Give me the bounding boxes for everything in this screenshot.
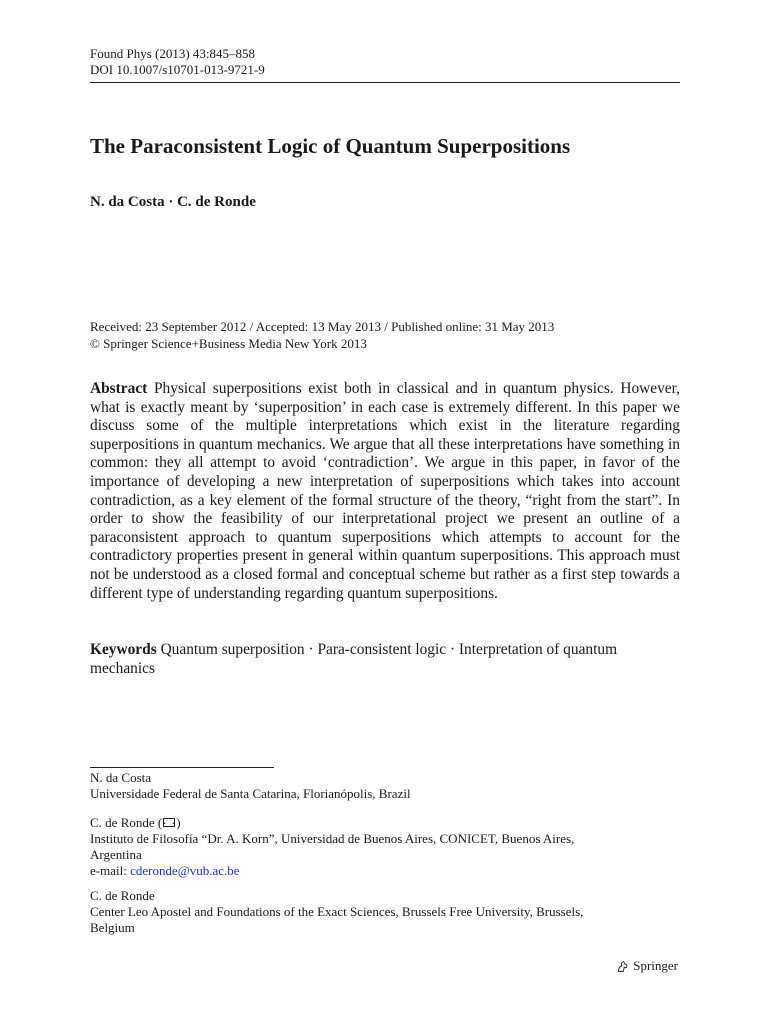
email-row <box>90 863 574 879</box>
publication-dates <box>90 318 554 352</box>
affiliation-name: C. de Ronde <box>90 815 155 830</box>
keywords-label: Keywords <box>90 641 157 658</box>
affiliation-line: Belgium <box>90 920 135 935</box>
affiliation-name-row: C. de Ronde ( ) <box>90 815 181 830</box>
article-title: The Paraconsistent Logic of Quantum Superpositions <box>90 134 571 158</box>
journal-header <box>90 46 265 78</box>
author-list: N. da Costa · C. de Ronde <box>90 194 256 210</box>
affiliation-line: Instituto de Filosofía “Dr. A. Korn”, Universidad de Buenos Aires, CONICET, Buenos Aires, <box>90 831 575 846</box>
envelope-icon <box>163 818 175 827</box>
springer-horse-icon <box>616 960 629 973</box>
affiliation-line: Argentina <box>90 847 142 862</box>
keywords <box>90 640 680 678</box>
affiliation-da-costa <box>90 770 411 802</box>
doi: DOI 10.1007/s10701-013-9721-9 <box>90 62 265 77</box>
footnote-divider <box>90 767 274 768</box>
affiliation-name: N. da Costa <box>90 770 152 785</box>
publisher-name: Springer <box>633 958 678 973</box>
affiliation-de-ronde-buenos-aires <box>90 815 574 879</box>
affiliation-de-ronde-brussels <box>90 888 583 936</box>
abstract <box>90 380 680 603</box>
history-dates: Received: 23 September 2012 / Accepted: 13 May 2013 / Published online: 31 May 2013 <box>90 319 555 334</box>
abstract-text: Physical superpositions exist both in classical and in quantum physics. However, what is exactly meant by ‘superposition’ in each case is extremely different. In this paper we discuss some of the multiple interpretations which exist in the literature regarding superpositions in quantum mechanics. We argue that all these interpretations have something in common: they all attempt to avoid ‘contradiction’. We argue in this paper, in favor of the importance of developing a new interpretation of superpositions which takes into account contradiction, as a key element of the formal structure of the theory, “right from the start”. In order to show the feasibility of our interpretational project we present an outline of a paraconsistent approach to quantum superpositions which attempts to account for the contradictory properties present in general within quantum superpositions. This approach must not be understood as a closed formal and conceptual scheme but rather as a first step towards a different type of understanding regarding quantum superpositions. <box>90 380 680 602</box>
publisher-logo <box>616 958 678 974</box>
affiliation-line: Universidade Federal de Santa Catarina, Florianópolis, Brazil <box>90 786 411 801</box>
copyright: © Springer Science+Business Media New York 2013 <box>90 336 367 351</box>
abstract-label: Abstract <box>90 380 148 397</box>
journal-citation: Found Phys (2013) 43:845–858 <box>90 46 256 61</box>
affiliation-line: Center Leo Apostel and Foundations of the Exact Sciences, Brussels Free University, Brussels, <box>90 904 584 919</box>
affiliation-name: C. de Ronde <box>90 888 155 903</box>
email-label: e-mail: <box>90 863 131 878</box>
keywords-text: Quantum superposition · Para-consistent logic · Interpretation of quantum mechanics <box>90 641 618 677</box>
header-divider <box>90 82 680 83</box>
email-link[interactable]: cderonde@vub.ac.be <box>130 863 240 878</box>
